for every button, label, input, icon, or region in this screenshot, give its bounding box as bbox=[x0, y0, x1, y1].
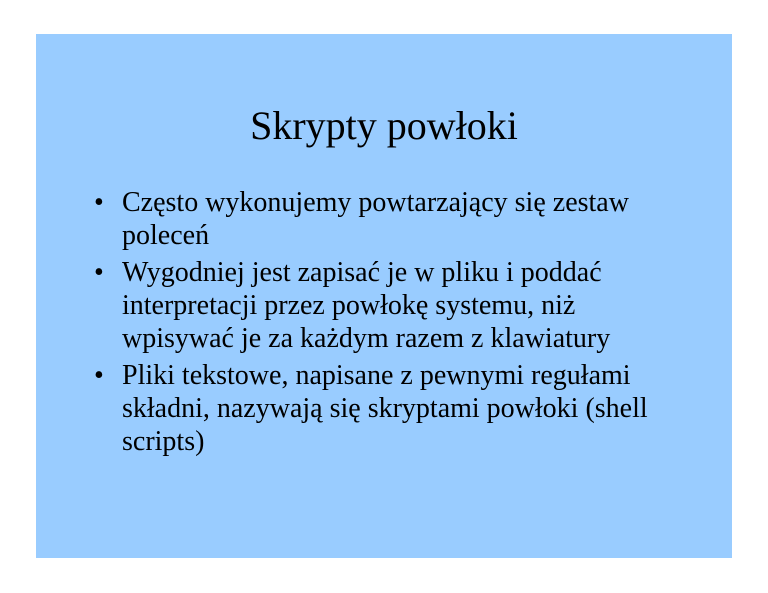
slide-title: Skrypty powłoki bbox=[250, 103, 518, 148]
bullet-text-2: Wygodniej jest zapisać je w pliku i poddać interpretacji przez powłokę systemu, niż wpisywać je za każdym razem z klawiatury bbox=[122, 257, 611, 354]
slide bbox=[36, 34, 732, 558]
bullet-item-3 bbox=[94, 359, 694, 458]
bullet-item-2 bbox=[94, 256, 694, 355]
bullet-text-1: Często wykonujemy powtarzający się zestaw poleceń bbox=[122, 187, 629, 251]
bullet-dot-icon: • bbox=[94, 257, 104, 288]
bullet-list bbox=[94, 186, 694, 462]
bullet-dot-icon: • bbox=[94, 187, 104, 218]
bullet-dot-icon: • bbox=[94, 360, 104, 391]
bullet-item-1 bbox=[94, 186, 694, 252]
bullet-text-3: Pliki tekstowe, napisane z pewnymi regułami składni, nazywają się skryptami powłoki (shell scripts) bbox=[122, 360, 648, 457]
